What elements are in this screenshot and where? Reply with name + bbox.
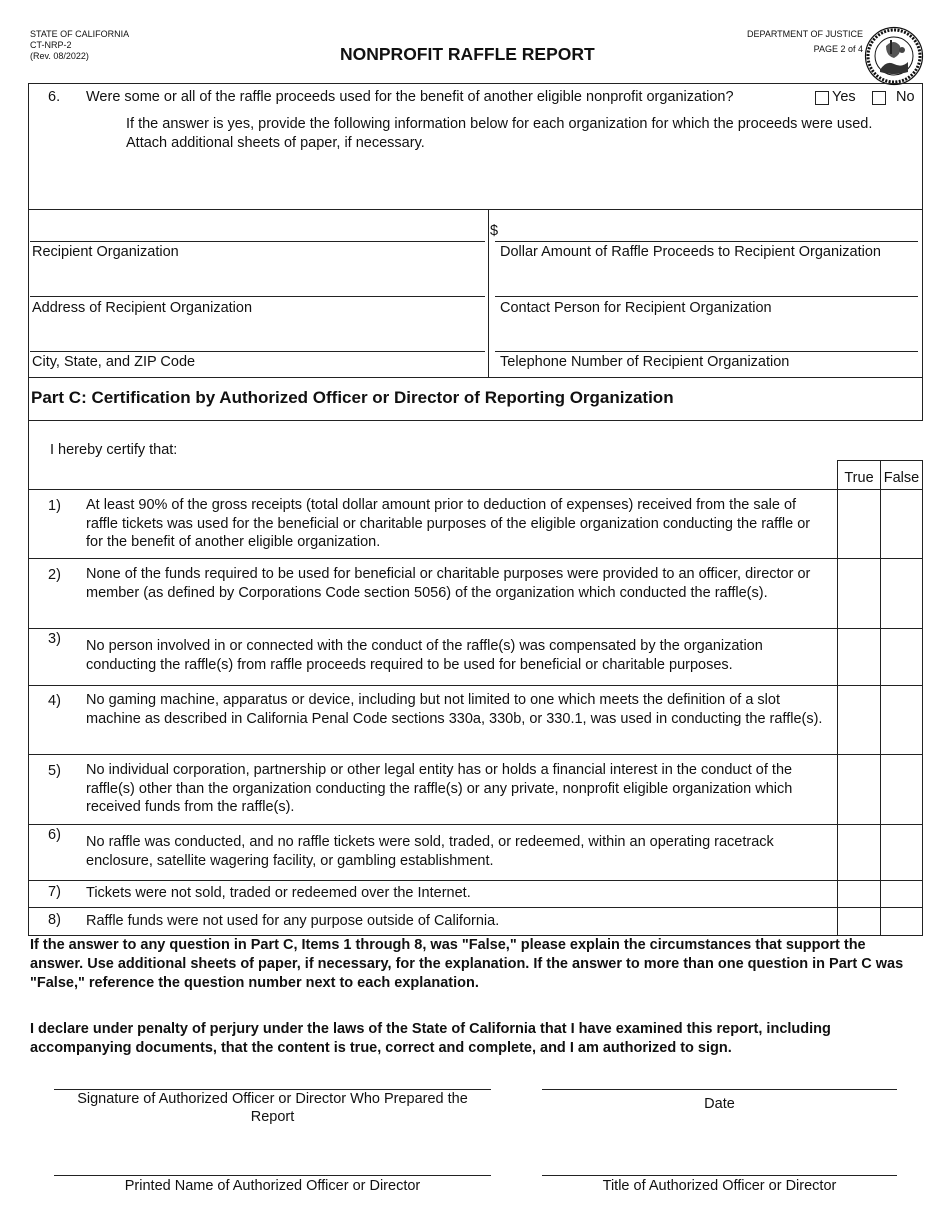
form-revision: (Rev. 08/2022) (30, 51, 89, 61)
item-2-false-cell[interactable] (881, 559, 922, 628)
recipient-org-input[interactable] (32, 218, 484, 240)
date-label: Date (704, 1096, 735, 1112)
item-7-false-cell[interactable] (881, 881, 922, 907)
q6-no-checkbox[interactable] (872, 91, 886, 105)
item-1-true-cell[interactable] (838, 490, 880, 558)
q6-instruction: If the answer is yes, provide the following information below for each organization for which the proceeds were used. Attach additional sheets of paper, if necessary. (126, 116, 873, 151)
item-6-number: 6) (48, 827, 61, 843)
address-label: Address of Recipient Organization (32, 300, 253, 316)
q6-yes-checkbox[interactable] (815, 91, 829, 105)
false-answer-note: If the answer to any question in Part C, Items 1 through 8, was "False," please explain the circumstances that support the answer. Use additional sheets of paper, if necessary, for the explanation. If the answer to more than one question in Part C was "False," reference the question number next to each explanation. (30, 937, 904, 991)
page-title: NONPROFIT RAFFLE REPORT (340, 44, 595, 64)
q6-question: Were some or all of the raffle proceeds used for the benefit of another eligible nonprofit organization? (86, 89, 734, 105)
contact-line (495, 296, 918, 297)
item-4-true-cell[interactable] (838, 686, 880, 754)
row-separator (28, 628, 923, 629)
city-state-zip-input[interactable] (32, 325, 484, 350)
telephone-line (495, 351, 918, 352)
perjury-declaration: I declare under penalty of perjury under the laws of the State of California that I have examined this report, including accompanying documents, that the content is true, correct and complete, and I am authorized to sign. (30, 1021, 831, 1056)
false-column-header: False (883, 470, 920, 486)
printed-name-line (54, 1175, 491, 1176)
dollar-amount-label: Dollar Amount of Raffle Proceeds to Recipient Organization (500, 244, 881, 260)
item-3-text: No person involved in or connected with the conduct of the raffle(s) was compensated by the organization conducting the raffle(s) from raffle proceeds required to be used for beneficial or charitable purposes. (86, 638, 763, 673)
item-5-true-cell[interactable] (838, 755, 880, 824)
item-1-number: 1) (48, 498, 61, 514)
item-4-text: No gaming machine, apparatus or device, including but not limited to one which meets the definition of a slot machine as described in California Penal Code sections 330a, 330b, or 330.1, was used in conducting the raffle(s). (86, 692, 823, 727)
dollar-amount-line (495, 241, 918, 242)
item-6-true-cell[interactable] (838, 825, 880, 880)
item-7-true-cell[interactable] (838, 881, 880, 907)
page-number: PAGE 2 of 4 (813, 44, 863, 54)
dollar-amount-input[interactable] (500, 218, 918, 240)
item-3-true-cell[interactable] (838, 629, 880, 685)
item-5-text: No individual corporation, partnership or other legal entity has or holds a financial interest in the conduct of the raffle(s) other than the organization conducting the raffle(s) or any private, nonprofit eligible organization which received funds from the raffle(s). (86, 762, 793, 815)
city-state-zip-line (30, 351, 485, 352)
part-c-top-rule (28, 377, 923, 378)
row-separator (28, 907, 923, 908)
officer-title-line (542, 1175, 897, 1176)
printed-name-label: Printed Name of Authorized Officer or Director (124, 1178, 421, 1194)
item-8-number: 8) (48, 912, 61, 928)
item-3-number: 3) (48, 631, 61, 647)
recipient-column-divider (488, 209, 489, 377)
item-7-text: Tickets were not sold, traded or redeemed over the Internet. (86, 885, 471, 901)
item-2-true-cell[interactable] (838, 559, 880, 628)
row-separator (28, 558, 923, 559)
address-input[interactable] (32, 270, 484, 295)
department-label: DEPARTMENT OF JUSTICE (746, 29, 863, 39)
item-2-text: None of the funds required to be used for beneficial or charitable purposes were provided to an officer, director or member (as defined by Corporations Code section 5056) of the organization which conducted the raffle(s). (86, 566, 811, 601)
telephone-label: Telephone Number of Recipient Organization (500, 354, 790, 370)
address-line (30, 296, 485, 297)
q6-yes-label: Yes (832, 89, 856, 105)
table-right-border (922, 460, 923, 936)
recipient-org-label: Recipient Organization (32, 244, 179, 260)
item-6-false-cell[interactable] (881, 825, 922, 880)
signature-input[interactable] (54, 1068, 491, 1088)
city-state-zip-label: City, State, and ZIP Code (32, 354, 196, 370)
item-5-number: 5) (48, 763, 61, 779)
item-2-number: 2) (48, 567, 61, 583)
row-separator (28, 824, 923, 825)
q6-number: 6. (48, 89, 61, 105)
q6-divider (28, 209, 923, 210)
state-label: STATE OF CALIFORNIA (30, 29, 130, 39)
part-c-intro: I hereby certify that: (50, 442, 178, 458)
item-5-false-cell[interactable] (881, 755, 922, 824)
item-3-false-cell[interactable] (881, 629, 922, 685)
row-separator (28, 489, 923, 490)
item-4-false-cell[interactable] (881, 686, 922, 754)
signature-label: Signature of Authorized Officer or Director Who Prepared the Report (77, 1091, 468, 1125)
officer-title-label: Title of Authorized Officer or Director (602, 1178, 837, 1194)
telephone-input[interactable] (500, 325, 918, 350)
date-input[interactable] (542, 1068, 897, 1088)
item-6-text: No raffle was conducted, and no raffle tickets were sold, traded, or redeemed, within an operating racetrack enclosure, satellite wagering facility, or gambling establishment. (86, 834, 774, 869)
contact-input[interactable] (500, 270, 918, 295)
part-c-title: Part C: Certification by Authorized Officer or Director of Reporting Organization (31, 388, 674, 407)
true-column-header: True (844, 470, 874, 486)
item-7-number: 7) (48, 884, 61, 900)
printed-name-input[interactable] (54, 1154, 491, 1174)
recipient-org-line (30, 241, 485, 242)
row-separator (28, 685, 923, 686)
item-4-number: 4) (48, 693, 61, 709)
item-1-text: At least 90% of the gross receipts (total dollar amount prior to deduction of expenses) received from the sale of raffle tickets was used for the beneficial or charitable purposes of the eligible organization conducting the raffle or for the benefit of another eligible organization. (86, 497, 811, 550)
q6-no-label: No (896, 89, 915, 105)
dollar-sign: $ (490, 223, 499, 239)
item-1-false-cell[interactable] (881, 490, 922, 558)
row-separator (28, 754, 923, 755)
contact-label: Contact Person for Recipient Organization (500, 300, 772, 316)
row-separator (28, 880, 923, 881)
form-id: CT-NRP-2 (30, 40, 72, 50)
table-left-border (28, 421, 29, 936)
item-8-text: Raffle funds were not used for any purpose outside of California. (86, 913, 500, 929)
date-line (542, 1089, 897, 1090)
item-8-false-cell[interactable] (881, 908, 922, 935)
officer-title-input[interactable] (542, 1154, 897, 1174)
item-8-true-cell[interactable] (838, 908, 880, 935)
doj-seal-icon (864, 26, 924, 86)
